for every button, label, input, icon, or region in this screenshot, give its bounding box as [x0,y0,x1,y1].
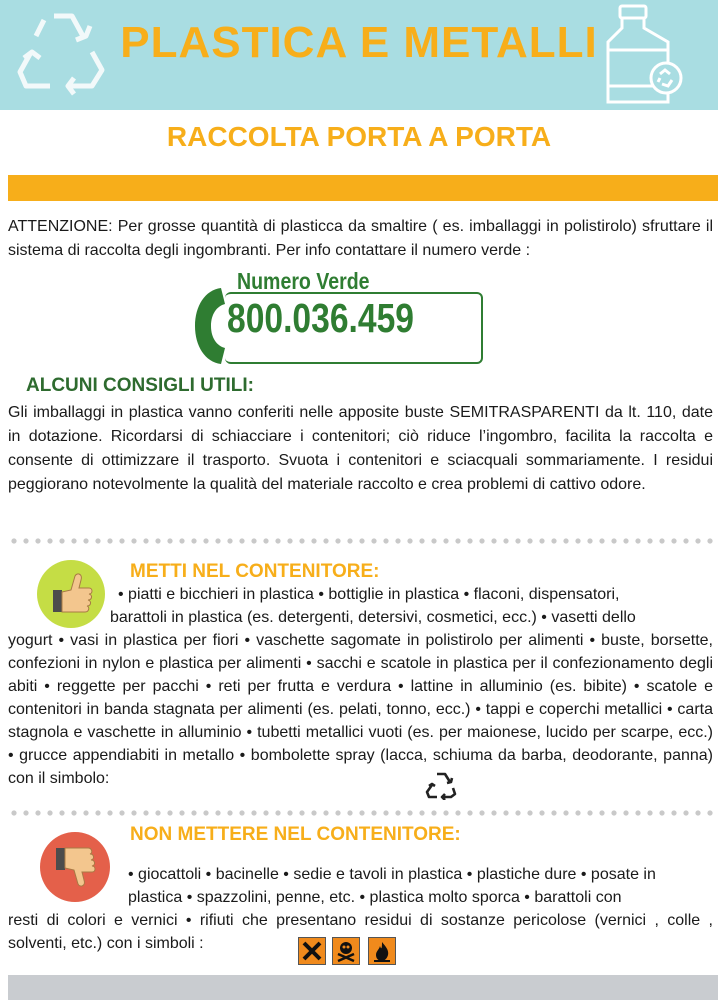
metti-heading: METTI NEL CONTENITORE: [130,561,380,582]
non-mettere-heading: NON METTERE NEL CONTENITORE: [130,824,461,845]
numero-verde-label: Numero Verde [237,268,370,294]
numero-verde-badge [185,268,485,368]
non-mettere-list [8,863,713,955]
metti-line-2: barattoli in plastica (es. detergenti, detersivi, cosmetici, ecc.) • vasetti dello [110,609,636,626]
dotted-separator [8,809,714,817]
footer-bar [8,975,718,1000]
numero-verde-number: 800.036.459 [227,295,414,341]
dotted-separator [8,537,714,545]
consigli-heading: ALCUNI CONSIGLI UTILI: [26,375,254,396]
page-title: PLASTICA E METALLI [120,18,598,67]
harmful-x-icon [298,937,326,965]
header-banner [0,0,718,110]
consigli-paragraph: Gli imballaggi in plastica vanno conferiti nelle apposite buste SEMITRASPARENTI da lt. 110, date in dotazione. Ricordarsi di schiacciare i contenitori; ciò riduce l’ingombro, facilita la raccolta e consente di ottimizzare il trasporto. Svuota i contenitori e sciacquali sommariamente. I residui peggiorano notevolmente la qualità del materiale raccolto e crea problemi di cattivo odore. [8,404,713,493]
flammable-icon [368,937,396,965]
recycle-symbol-icon [425,770,457,800]
phone-icon [191,286,227,366]
page-subtitle: RACCOLTA PORTA A PORTA [166,121,552,152]
metti-line-1: • piatti e bicchieri in plastica • bottiglie in plastica • flaconi, dispensatori, [118,586,620,603]
non-mettere-line-2: plastica • spazzolini, penne, etc. • plastica molto sporca • barattoli con [128,889,622,906]
orange-divider-bar [8,175,718,201]
attention-note: ATTENZIONE: Per grosse quantità di plasticca da smaltire ( es. imballaggi in polistirolo) sfruttare il sistema di raccolta degli ingombranti. Per info contattare il numero verde : [8,218,713,259]
toxic-skull-icon [332,937,360,965]
metti-list [8,583,713,790]
non-mettere-rest: resti di colori e vernici • rifiuti che presentano residui di sostanze pericolose (vernici , colle , solventi, etc.) con i simboli : [8,912,713,952]
metti-rest: yogurt • vasi in plastica per fiori • vaschette sagomate in polistirolo per alimenti • buste, borsette, confezioni in nylon e plastica per alimenti • sacchi e scatole in plastica per il confezionamento degli abiti • reggette per pacchi • reti per frutta e verdura • lattine in alluminio (es. bibite) • scatole e contenitori in banda stagnata per alimenti (es. pelati, tonno, ecc.) • tappi e coperchi metallici • carta stagnola e vaschette in alluminio • tubetti metallici vuoti (es. per maionese, lucido per scarpe, ecc.) • grucce appendiabiti in metallo • bombolette spray (lacca, schiuma da barba, deodorante, panna) con il simbolo: [8,632,713,787]
non-mettere-line-1: • giocattoli • bacinelle • sedie e tavoli in plastica • plastiche dure • posate in [128,866,656,883]
